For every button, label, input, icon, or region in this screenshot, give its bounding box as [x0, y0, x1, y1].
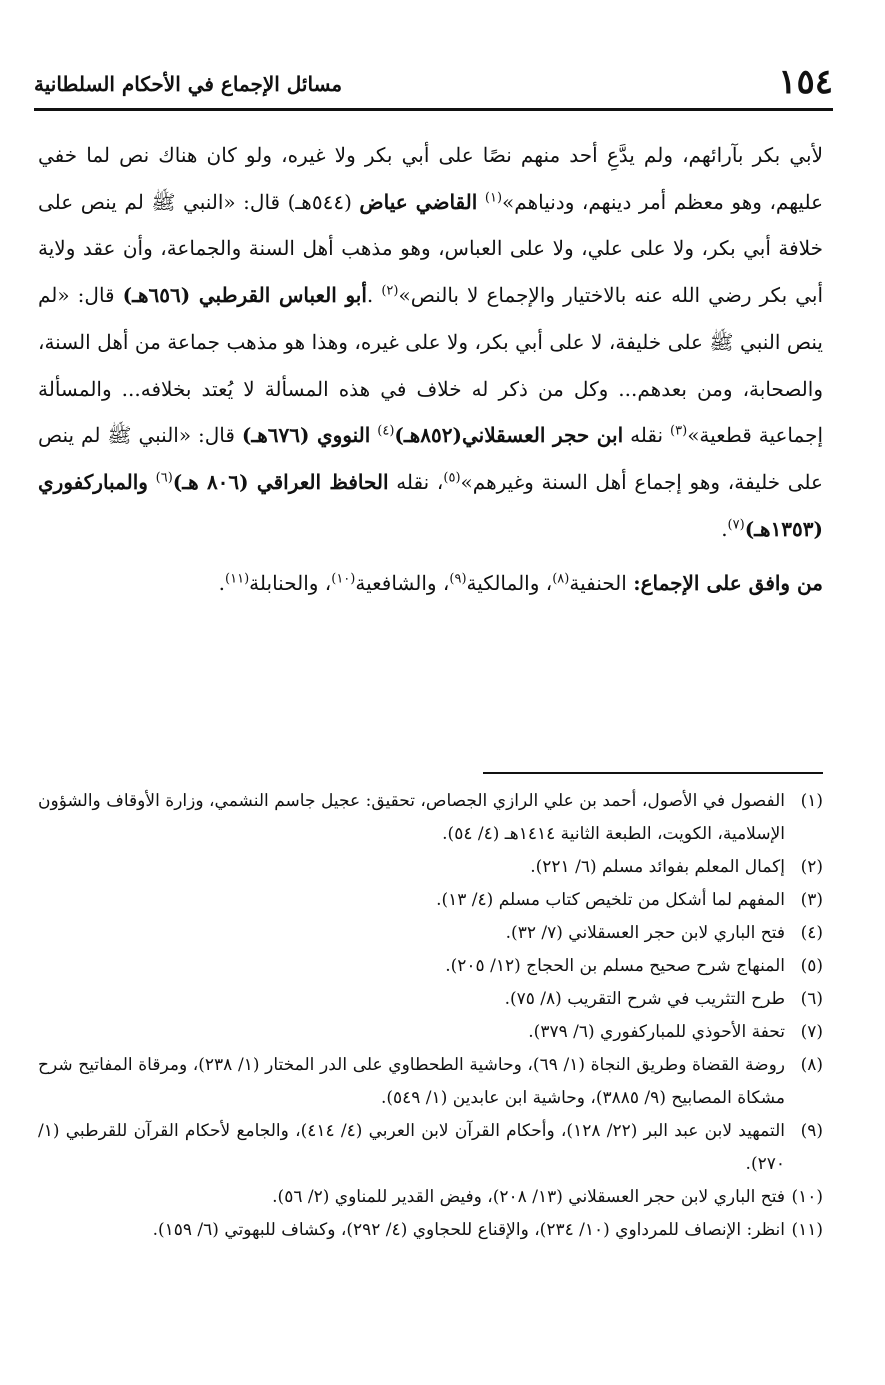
page-header	[34, 62, 833, 106]
footnote-ref[interactable]: (٢)	[381, 283, 399, 299]
footnote-text: روضة القضاة وطريق النجاة (١/ ٦٩)، وحاشية الطحطاوي على الدر المختار (١/ ٢٣٨)، ومرقاة المفاتيح شرح مشكاة المصابيح (٩/ ٣٨٨٥)، وحاشية ابن عابدين (١/ ٥٤٩).	[38, 1055, 786, 1108]
footnote-number: (٨)	[800, 1055, 823, 1075]
footnote-item	[38, 950, 823, 983]
footnote-text: تحفة الأحوذي للمباركفوري (٦/ ٣٧٩).	[528, 1022, 785, 1042]
footnote-text: المفهم لما أشكل من تلخيص كتاب مسلم (٤/ ١٣).	[436, 890, 785, 910]
text-span: (٥٤٤هـ) قال: «النبي ﷺ لم ينص على خلافة أبي بكر، ولا على علي، ولا على العباس، وهو مذهب أهل السنة والجماعة، وأن عقد ولاية أبي بكر رضي الله عنه بالاختيار والإجماع لا بالنص»	[38, 189, 823, 308]
text-span: لأبي بكر بآرائهم، ولم يدَّعِ أحد منهم نصًا على أبي بكر ولا غيره، ولو كان هناك نص لما خفي عليهم، وهو معظم أمر دينهم، ودنياهم»	[38, 143, 824, 214]
footnote-number: (٩)	[800, 1121, 823, 1141]
footnote-ref[interactable]: (٨)	[552, 571, 570, 587]
text-span: قال: «النبي ﷺ لم ينص على خليفة، وهو إجماع أهل السنة وغيرهم»	[38, 423, 823, 494]
scholar-name: النووي (٦٧٦هـ)	[241, 423, 371, 448]
footnote-ref[interactable]: (٩)	[449, 571, 467, 587]
footnote-ref[interactable]: (٥)	[443, 470, 461, 486]
footnote-item	[38, 917, 823, 950]
scholar-name: والمباركفوري (١٣٥٣هـ)	[38, 469, 823, 541]
text-span: ، والشافعية	[355, 571, 450, 596]
footnote-item	[38, 1115, 823, 1181]
footnote-separator	[483, 772, 823, 774]
scholar-name: ابن حجر العسقلاني(٨٥٢هـ)	[394, 423, 624, 448]
section-heading: من وافق على الإجماع:	[633, 571, 823, 596]
text-span: ، نقله	[388, 469, 444, 494]
footnote-text: طرح التثريب في شرح التقريب (٨/ ٧٥).	[504, 989, 785, 1009]
footnote-number: (٢)	[800, 857, 823, 877]
footnote-text: إكمال المعلم بفوائد مسلم (٦/ ٢٢١).	[530, 857, 785, 877]
footnote-text: الفصول في الأصول، أحمد بن علي الرازي الجصاص، تحقيق: عجيل جاسم النشمي، وزارة الأوقاف والشؤون الإسلامية، الكويت، الطبعة الثانية ١٤١٤هـ (٤/ ٥٤).	[38, 791, 785, 844]
footnote-number: (١٠)	[791, 1187, 823, 1207]
footnote-item	[38, 851, 823, 884]
main-text	[38, 132, 823, 607]
footnote-ref[interactable]: (١٠)	[331, 571, 356, 587]
text-span	[477, 190, 485, 214]
text-span: نقله	[623, 423, 671, 448]
scholar-name: الحافظ العراقي (٨٠٦ هـ)	[172, 469, 389, 494]
footnote-number: (٦)	[800, 989, 823, 1009]
text-span: ، والمالكية	[466, 571, 553, 596]
footnotes-section	[38, 785, 823, 1247]
footnote-number: (١)	[800, 791, 823, 811]
footnote-text: فتح الباري لابن حجر العسقلاني (٧/ ٣٢).	[505, 923, 785, 943]
footnote-number: (١١)	[791, 1220, 823, 1240]
running-title: مسائل الإجماع في الأحكام السلطانية	[34, 72, 343, 96]
text-span	[148, 470, 156, 494]
footnote-item	[38, 1049, 823, 1115]
scholar-name: القاضي عياض	[359, 189, 478, 214]
footnote-number: (٣)	[800, 890, 823, 910]
footnote-item	[38, 1016, 823, 1049]
footnote-number: (٥)	[800, 956, 823, 976]
footnote-ref[interactable]: (١١)	[225, 571, 250, 587]
footnote-item	[38, 884, 823, 917]
footnote-item	[38, 1214, 823, 1247]
footnote-text: انظر: الإنصاف للمرداوي (١٠/ ٢٣٤)، والإقناع للحجاوي (٤/ ٢٩٢)، وكشاف للبهوتي (٦/ ١٥٩).	[152, 1220, 785, 1240]
text-span: ، والحنابلة	[249, 571, 332, 596]
footnote-item	[38, 1181, 823, 1214]
text-span: .	[721, 516, 728, 541]
footnote-ref[interactable]: (٦)	[155, 470, 173, 486]
footnote-item	[38, 785, 823, 851]
footnote-text: فتح الباري لابن حجر العسقلاني (١٣/ ٢٠٨)، وفيض القدير للمناوي (٢/ ٥٦).	[272, 1187, 785, 1207]
footnote-number: (٤)	[800, 923, 823, 943]
scholar-name: أبو العباس القرطبي (٦٥٦هـ)	[122, 283, 367, 308]
page-number: ١٥٤	[778, 62, 833, 102]
text-span: قال: «لم ينص النبي ﷺ على خليفة، لا على أبي بكر، ولا على غيره، وهذا هو مذهب جماعة من أهل السنة، والصحابة، ومن بعدهم... وكل من ذكر له خلاف في هذه المسألة لا يُعتد بخلافه... والمسألة إجماعية قطعية»	[38, 283, 823, 448]
footnote-ref[interactable]: (٧)	[727, 516, 745, 532]
footnote-number: (٧)	[800, 1022, 823, 1042]
footnote-text: التمهيد لابن عبد البر (٢٢/ ١٢٨)، وأحكام القرآن لابن العربي (٤/ ٤١٤)، والجامع لأحكام القرآن للقرطبي (١/ ٢٧٠).	[38, 1121, 785, 1174]
header-rule	[34, 108, 833, 111]
footnote-item	[38, 983, 823, 1016]
text-span: .	[366, 283, 382, 308]
footnote-ref[interactable]: (٤)	[377, 423, 395, 439]
text-span: .	[218, 571, 226, 596]
paragraph-agreement	[38, 560, 823, 607]
text-span: الحنفية	[569, 571, 634, 596]
footnote-ref[interactable]: (١)	[484, 190, 503, 206]
footnote-text: المنهاج شرح صحيح مسلم بن الحجاج (١٢/ ٢٠٥).	[445, 956, 785, 976]
paragraph-consensus-quotes	[38, 132, 823, 552]
footnote-ref[interactable]: (٣)	[670, 423, 688, 439]
